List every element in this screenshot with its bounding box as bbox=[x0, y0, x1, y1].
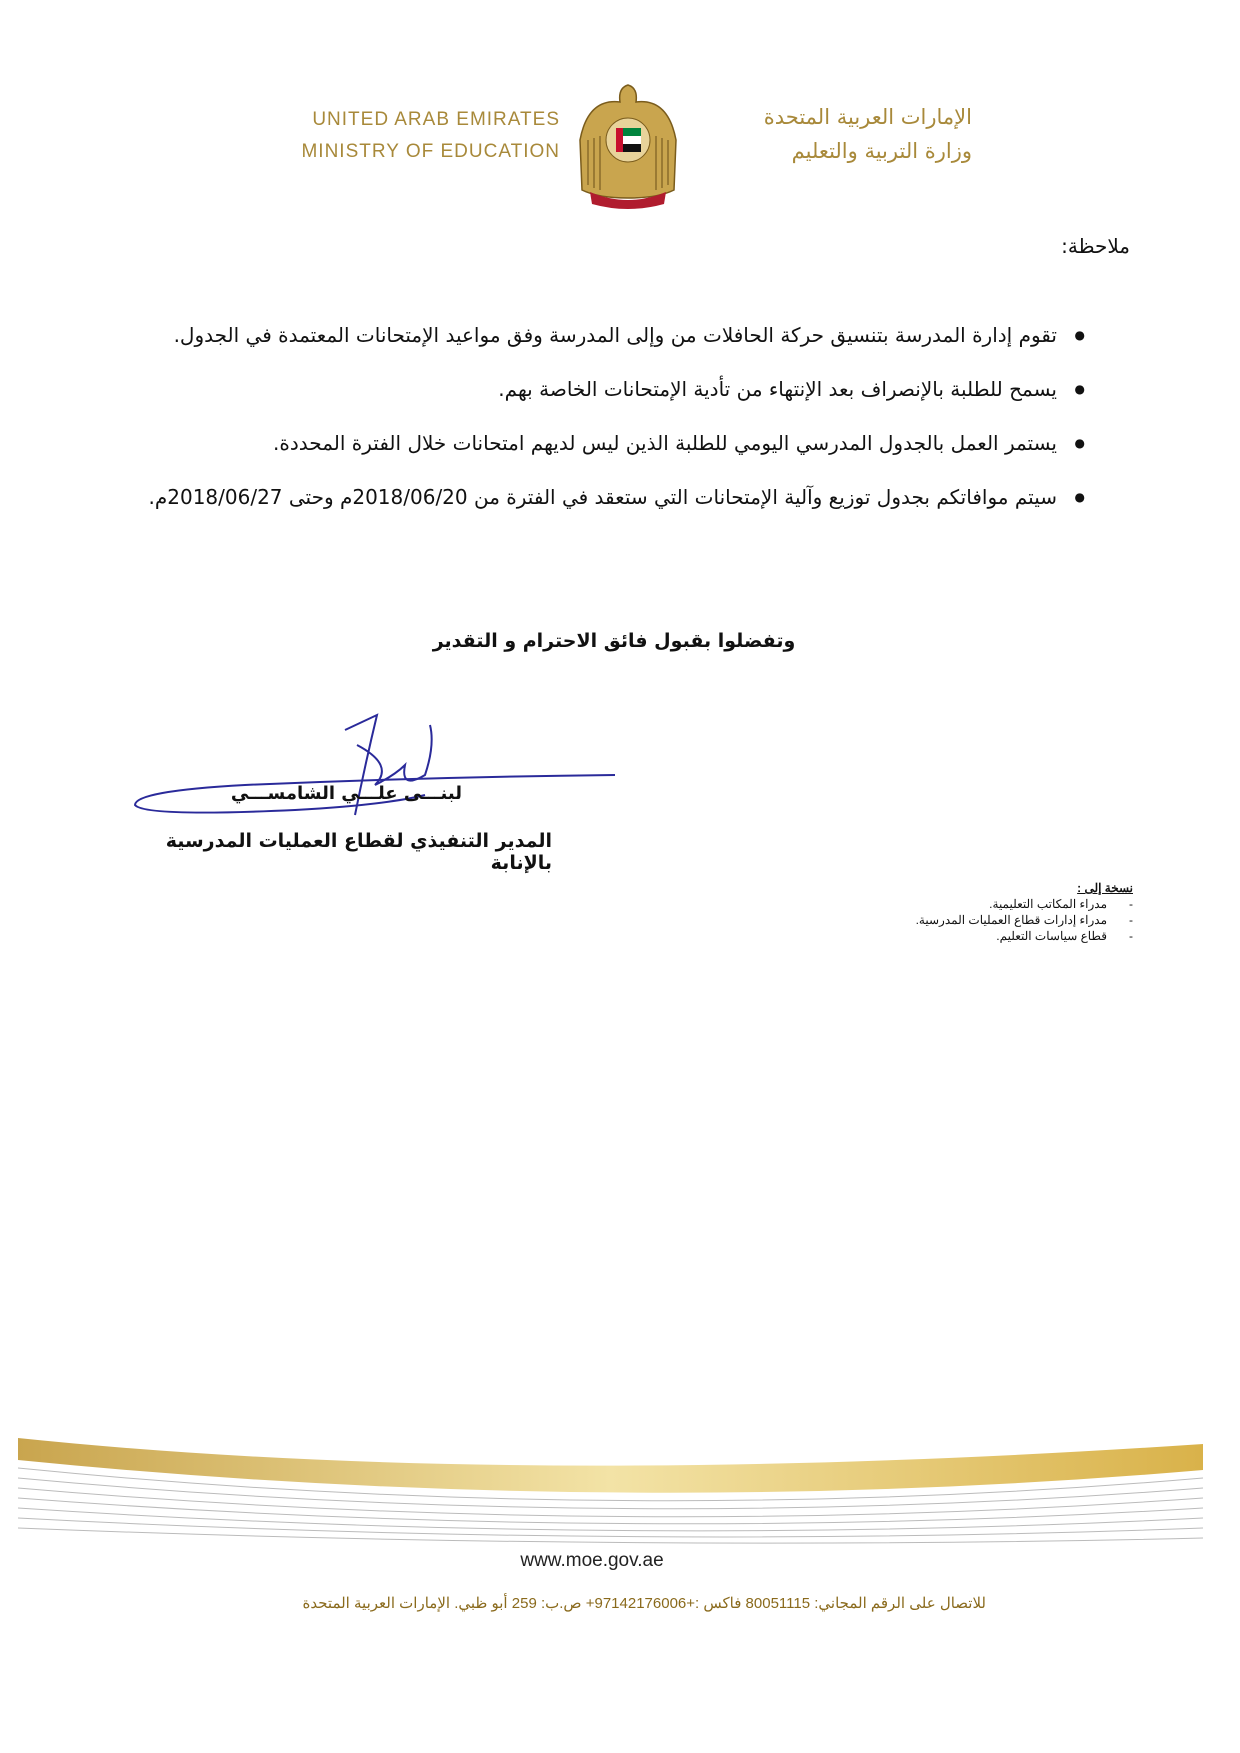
copy-to-item: - مدراء المكاتب التعليمية. bbox=[916, 896, 1133, 912]
note-bullet: ● سيتم موافاتكم بجدول توزيع وآلية الإمتحانات التي ستعقد في الفترة من 2018/06/20م وحتى 2018/06/27م. bbox=[95, 470, 1085, 524]
closing-text: وتفضلوا بقبول فائق الاحترام و التقدير bbox=[432, 630, 796, 652]
copy-to-item: - قطاع سياسات التعليم. bbox=[916, 928, 1133, 944]
country-name-ar: الإمارات العربية المتحدة bbox=[763, 105, 972, 129]
gold-swoosh-decoration bbox=[18, 1430, 1203, 1555]
ministry-name-english bbox=[270, 104, 560, 168]
ministry-name-ar: وزارة التربية والتعليم bbox=[791, 139, 972, 163]
note-bullet: ● تقوم إدارة المدرسة بتنسيق حركة الحافلات من وإلى المدرسة وفق مواعيد الإمتحانات المعتمدة في الجدول. bbox=[95, 308, 1085, 362]
note-bullet: ● يستمر العمل بالجدول المدرسي اليومي للطلبة الذين ليس لديهم امتحانات خلال الفترة المحددة. bbox=[95, 416, 1085, 470]
signatory-name: لبنـــى علـــي الشامســـي bbox=[230, 783, 462, 804]
ministry-name-en: MINISTRY OF EDUCATION bbox=[301, 141, 560, 162]
copy-to-block bbox=[916, 880, 1133, 944]
ministry-name-arabic bbox=[700, 100, 972, 168]
website-link[interactable]: www.moe.gov.ae bbox=[520, 1550, 664, 1571]
closing-line bbox=[0, 630, 1240, 652]
country-name-en: UNITED ARAB EMIRATES bbox=[312, 109, 560, 130]
copy-to-heading: نسخة إلى : bbox=[1077, 881, 1133, 895]
note-bullet-list bbox=[95, 308, 1085, 524]
handwritten-signature bbox=[125, 705, 625, 835]
note-title: ملاحظة: bbox=[1061, 234, 1130, 258]
copy-to-item: - مدراء إدارات قطاع العمليات المدرسية. bbox=[916, 912, 1133, 928]
contact-info: للاتصال على الرقم المجاني: 80051115 فاكس :+97142176006+ ص.ب: 259 أبو ظبي. الإمارات العربية المتحدة bbox=[302, 1595, 986, 1612]
note-bullet: ● يسمح للطلبة بالإنصراف بعد الإنتهاء من تأدية الإمتحانات الخاصة بهم. bbox=[95, 362, 1085, 416]
signatory-title: المدير التنفيذي لقطاع العمليات المدرسية بالإنابة bbox=[165, 830, 552, 874]
uae-emblem-logo bbox=[578, 80, 678, 210]
